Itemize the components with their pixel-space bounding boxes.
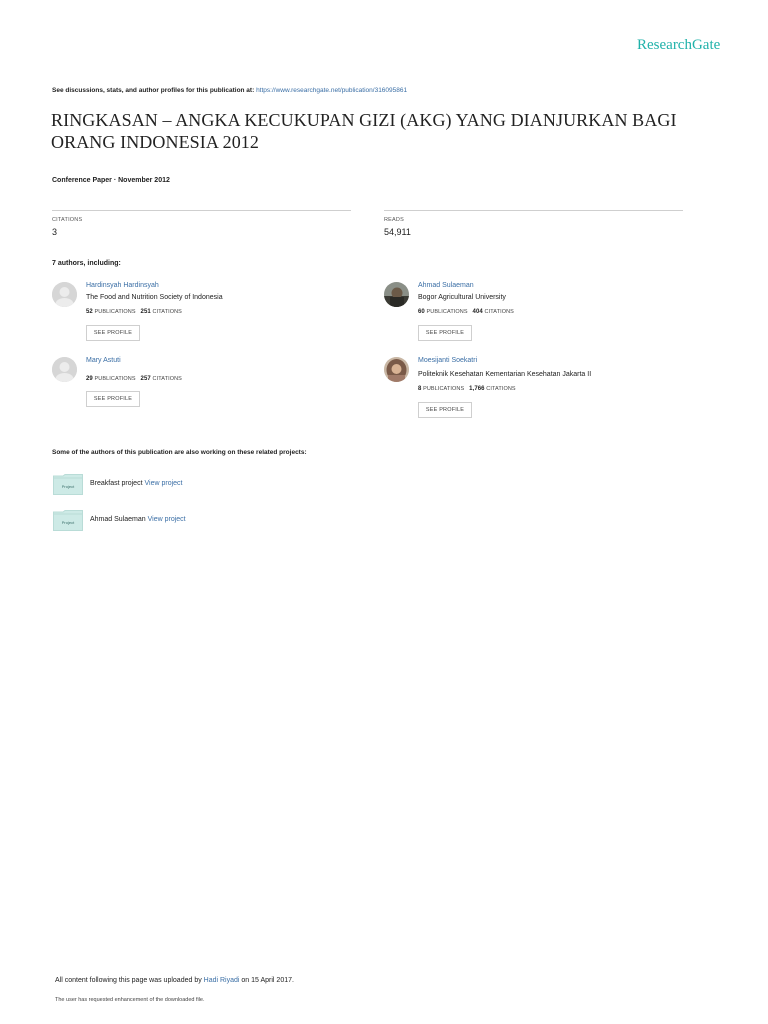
title-line-1: RINGKASAN – ANGKA KECUKUPAN GIZI (AKG) YANG DIANJURKAN BAGI [51,110,677,130]
publications-count: 60 [418,309,425,315]
related-project-item [90,516,186,523]
user-placeholder-icon [52,357,77,382]
citations-label: CITATIONS [484,309,514,315]
author-avatar-photo[interactable] [384,282,409,307]
author-stats [86,309,182,315]
publications-label: PUBLICATIONS [94,309,136,315]
reads-label: READS [384,217,404,223]
publications-count: 8 [418,386,422,392]
uploader-link[interactable]: Hadi Riyadi [203,977,240,984]
author-name-link[interactable]: Mary Astuti [86,357,121,364]
see-profile-button[interactable]: SEE PROFILE [86,391,140,407]
publications-count: 29 [86,376,93,382]
citations-count: 404 [472,309,483,315]
related-projects-heading: Some of the authors of this publication are also working on these related projects: [52,449,307,456]
publications-count: 52 [86,309,93,315]
title-line-2: ORANG INDONESIA 2012 [51,132,259,152]
project-name: Ahmad Sulaeman [90,516,146,523]
project-folder-label: Project [61,484,75,489]
related-project-item [90,480,183,487]
project-name: Breakfast project [90,480,143,487]
profile-photo-icon [384,282,409,307]
enhancement-note: The user has requested enhancement of the downloaded file. [55,997,205,1003]
citations-value: 3 [52,227,58,237]
author-institution: Politeknik Kesehatan Kementarian Kesehatan Jakarta II [418,371,592,378]
discussion-text: See discussions, stats, and author profiles for this publication at: [52,87,257,94]
author-institution: The Food and Nutrition Society of Indonesia [86,294,223,301]
project-folder-icon[interactable] [53,474,83,494]
see-profile-button[interactable]: SEE PROFILE [418,325,472,341]
author-name-link[interactable]: Ahmad Sulaeman [418,282,474,289]
upload-suffix: on 15 April 2017. [239,977,294,984]
publications-label: PUBLICATIONS [426,309,468,315]
citations-divider [52,210,351,211]
view-project-link[interactable]: View project [144,480,183,487]
project-folder-label: Project [61,520,75,525]
upload-prefix: All content following this page was uploaded by [55,977,204,984]
author-stats [418,386,516,392]
citations-count: 251 [140,309,151,315]
user-placeholder-icon [52,282,77,307]
citations-label: CITATIONS [486,386,516,392]
citations-label: CITATIONS [52,217,83,223]
researchgate-logo[interactable]: ResearchGate [637,37,721,53]
upload-info [55,977,294,984]
publication-title [51,109,701,153]
author-avatar-placeholder[interactable] [52,282,77,307]
publication-url-link[interactable]: https://www.researchgate.net/publication/316095861 [256,87,408,94]
publications-label: PUBLICATIONS [423,386,465,392]
author-stats [86,376,182,382]
discussion-header [52,87,407,94]
publications-label: PUBLICATIONS [94,376,136,382]
citations-count: 1,766 [469,386,485,392]
citations-label: CITATIONS [152,309,182,315]
author-name-link[interactable]: Moesijanti Soekatri [418,357,478,364]
citations-count: 257 [140,376,151,382]
project-folder-icon[interactable] [53,510,83,530]
author-avatar-placeholder[interactable] [52,357,77,382]
author-name-link[interactable]: Hardinsyah Hardinsyah [86,282,159,289]
author-institution: Bogor Agricultural University [418,294,506,301]
author-avatar-photo[interactable] [384,357,409,382]
author-stats [418,309,514,315]
see-profile-button[interactable]: SEE PROFILE [86,325,140,341]
view-project-link[interactable]: View project [147,516,186,523]
see-profile-button[interactable]: SEE PROFILE [418,402,472,418]
profile-photo-icon [384,357,409,382]
reads-value: 54,911 [384,227,411,237]
authors-heading: 7 authors, including: [52,260,121,267]
reads-divider [384,210,683,211]
publication-meta: Conference Paper · November 2012 [52,177,170,184]
citations-label: CITATIONS [152,376,182,382]
